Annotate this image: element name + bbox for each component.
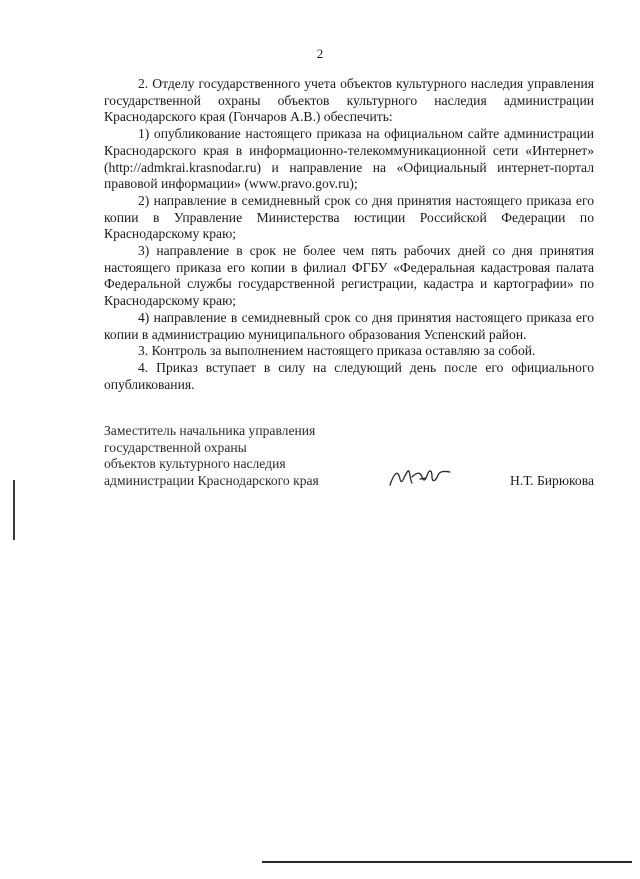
signatory-position-line: государственной охраны	[104, 439, 247, 455]
paragraph-4: 4. Приказ вступает в силу на следующий день после его официального опубликования.	[104, 359, 594, 392]
paragraph-2-2: 2) направление в семидневный срок со дня принятия настоящего приказа его копии в Управление Министерства юстиции Российской Федерации по Краснодарскому краю;	[104, 192, 594, 242]
signatory-position	[104, 423, 364, 490]
scan-artifact-line	[13, 480, 15, 540]
paragraph-2-3: 3) направление в срок не более чем пять рабочих дней со дня принятия настоящего приказа его копии в филиал ФГБУ «Федеральная кадастровая палата Федеральной службы государственной регистрации, кадастра и картографии» по Краснодарскому краю;	[104, 243, 594, 309]
signature-block	[104, 423, 594, 493]
scan-artifact-line	[262, 861, 632, 863]
paragraph-2-1: 1) опубликование настоящего приказа на официальном сайте администрации Краснодарского края в информационно-телекоммуникационной сети «Интернет» (http://admkrai.krasnodar.ru) и направление на «Официальный интернет-портал правовой информации» (www.pravo.gov.ru);	[104, 126, 594, 192]
paragraph-3: 3. Контроль за выполнением настоящего приказа оставляю за собой.	[138, 343, 536, 359]
signatory-position-line: администрации Краснодарского края	[104, 473, 319, 489]
document-body	[104, 76, 594, 393]
signatory-name: Н.Т. Бирюкова	[510, 473, 594, 488]
signatory-position-line: Заместитель начальника управления	[104, 423, 316, 438]
page-number: 2	[316, 46, 324, 61]
signatory-position-line: объектов культурного наследия	[104, 456, 286, 472]
handwritten-signature	[386, 465, 456, 491]
paragraph-2: 2. Отделу государственного учета объектов культурного наследия управления государственной охраны объектов культурного наследия администрации Краснодарского края (Гончаров А.В.) обеспечить:	[104, 76, 594, 125]
paragraph-2-4: 4) направление в семидневный срок со дня принятия настоящего приказа его копии в администрацию муниципального образования Успенский район.	[104, 309, 594, 342]
